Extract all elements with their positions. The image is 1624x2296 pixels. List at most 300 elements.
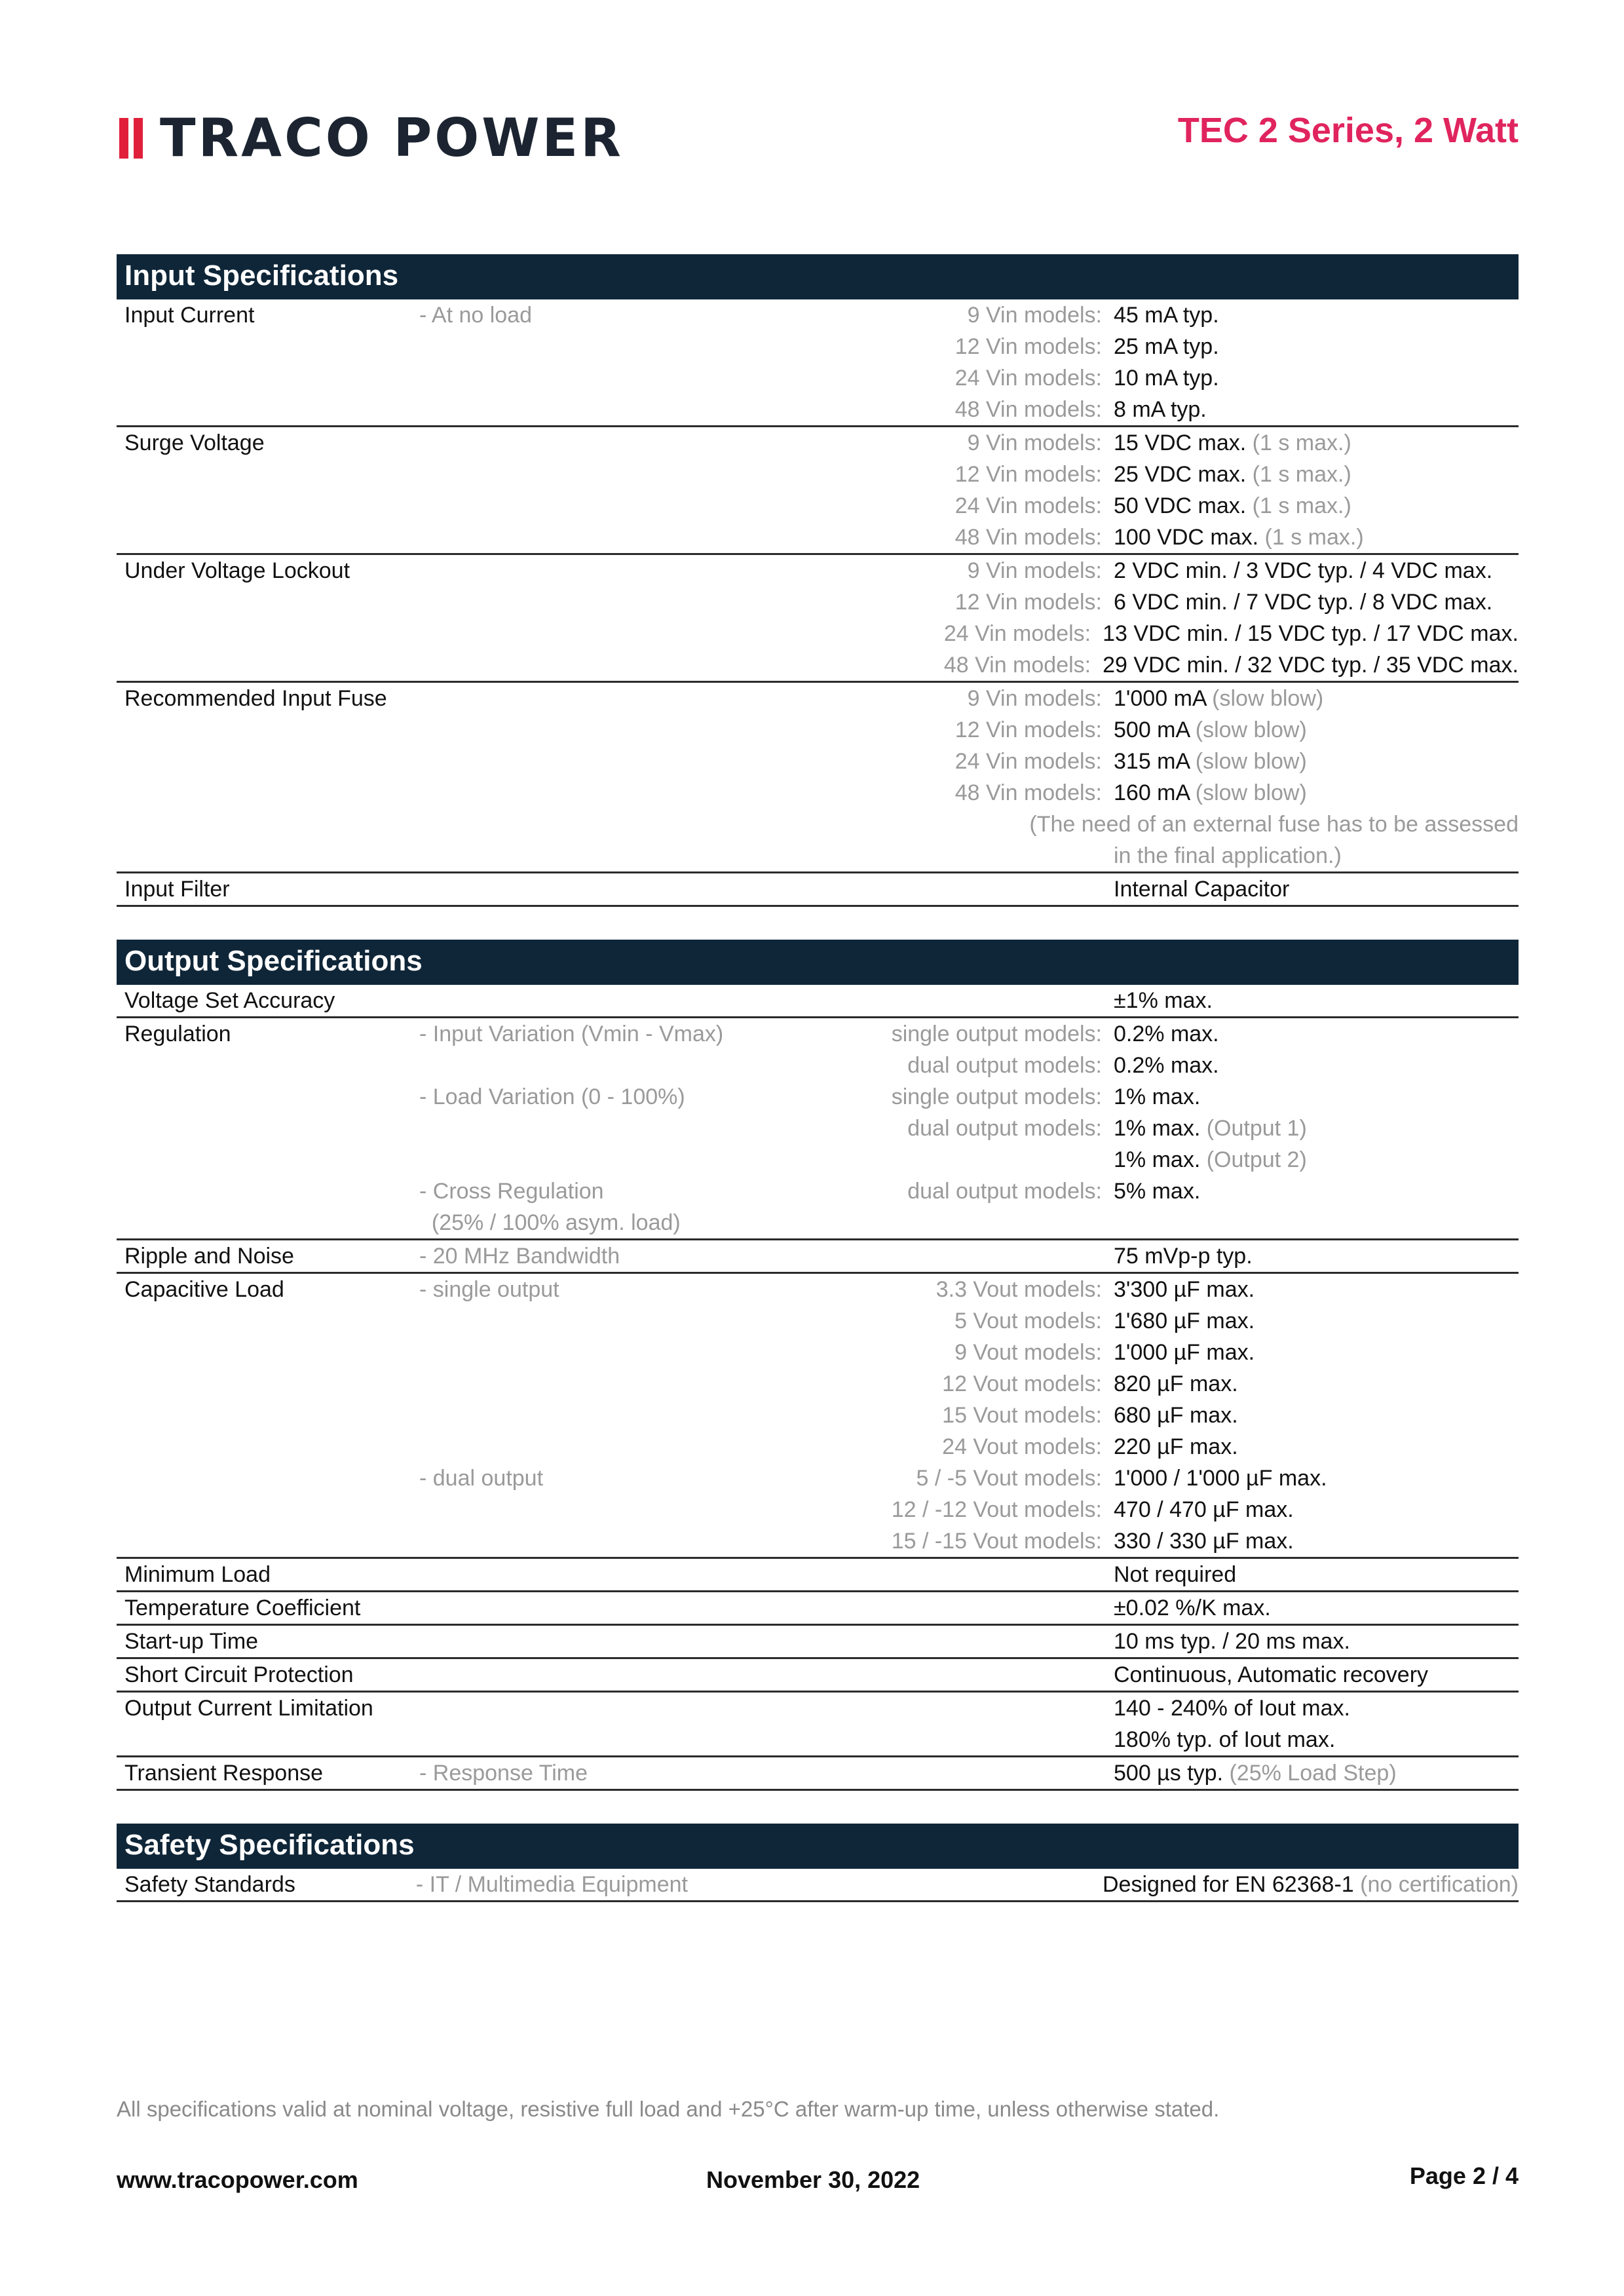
value-cell (1114, 1559, 1519, 1590)
condition (419, 1525, 773, 1557)
model-label: 24 Vout models: (942, 1434, 1102, 1459)
parameter-name (117, 1400, 419, 1431)
condition (419, 362, 773, 394)
value-cell (1103, 618, 1519, 649)
parameter-name: Capacitive Load (124, 1277, 284, 1302)
spec-value: Not required (1114, 1562, 1237, 1587)
spec-note: (25% Load Step) (1229, 1761, 1397, 1786)
condition (419, 746, 773, 777)
model-label (773, 1659, 1114, 1691)
spec-row (117, 985, 1519, 1018)
model-label: single output models: (891, 1022, 1102, 1046)
parameter-name (117, 777, 419, 809)
value-cell (1103, 649, 1519, 681)
brand-name: TRACO POWER (160, 107, 624, 168)
model-label (773, 1626, 1114, 1657)
condition: - At no load (419, 303, 533, 328)
value-cell (1114, 777, 1519, 809)
spec-value: 25 mA typ. (1114, 334, 1219, 359)
spec-line (117, 1144, 1519, 1176)
spec-line (117, 586, 1519, 618)
spec-line (117, 1113, 1519, 1144)
spec-value: 500 µs typ. (1114, 1761, 1224, 1786)
spec-line (117, 746, 1519, 777)
model-label: 24 Vin models: (954, 366, 1102, 391)
spec-value: 180% typ. of Iout max. (1114, 1727, 1336, 1752)
spec-line (117, 1368, 1519, 1400)
model-label: 9 Vin models: (967, 558, 1102, 583)
model-label: single output models: (891, 1084, 1102, 1109)
parameter-name (117, 522, 419, 553)
condition (419, 1659, 773, 1691)
parameter-name: Recommended Input Fuse (124, 686, 387, 711)
value-cell (1114, 555, 1519, 586)
spec-line (117, 1240, 1519, 1272)
parameter-name: Transient Response (124, 1761, 324, 1786)
value-cell (1114, 1659, 1519, 1691)
spec-line (117, 394, 1519, 425)
spec-value: 3'300 µF max. (1114, 1277, 1255, 1302)
value-cell (1114, 1240, 1519, 1272)
model-label (773, 1757, 1114, 1789)
value-cell (1114, 1693, 1519, 1724)
spec-row (117, 1592, 1519, 1626)
spec-line (117, 809, 1519, 840)
spec-line (117, 1050, 1519, 1081)
parameter-name (117, 1081, 419, 1113)
condition (419, 1724, 773, 1755)
series-title: TEC 2 Series, 2 Watt (1177, 111, 1519, 150)
value-cell (1114, 1724, 1519, 1755)
value-cell (1114, 746, 1519, 777)
condition (419, 1368, 773, 1400)
spec-value: 0.2% max. (1114, 1022, 1219, 1046)
parameter-name (117, 1494, 419, 1525)
condition (416, 649, 766, 681)
parameter-name (117, 840, 419, 871)
document-date: November 30, 2022 (706, 2166, 920, 2193)
condition: - Input Variation (Vmin - Vmax) (419, 1022, 724, 1046)
parameter-name (117, 1050, 419, 1081)
spec-row (117, 683, 1519, 873)
model-label: dual output models: (907, 1116, 1102, 1141)
spec-note: (Output 2) (1206, 1147, 1307, 1172)
condition (419, 683, 773, 714)
spec-line (117, 649, 1519, 681)
spec-value: 10 ms typ. / 20 ms max. (1114, 1629, 1350, 1654)
value-cell (1114, 1626, 1519, 1657)
condition (419, 1305, 773, 1337)
model-label: 12 Vin models: (954, 718, 1102, 742)
spec-value: 25 VDC max. (1114, 462, 1247, 487)
condition (419, 490, 773, 522)
footnote: All specifications valid at nominal voltage, resistive full load and +25°C after warm-up time, unless otherwise stated. (117, 2097, 1220, 2121)
model-label (717, 809, 1030, 840)
value-cell (1114, 1494, 1519, 1525)
spec-line (117, 1337, 1519, 1368)
model-label: 15 / -15 Vout models: (891, 1529, 1102, 1554)
brand-logo[interactable] (119, 107, 624, 168)
model-label (773, 873, 1114, 905)
spec-value: 0.2% max. (1114, 1053, 1219, 1078)
value-cell (1114, 1400, 1519, 1431)
value-cell (1114, 1050, 1519, 1081)
parameter-name (117, 746, 419, 777)
parameter-name (117, 1463, 419, 1494)
spec-line (117, 618, 1519, 649)
condition (419, 459, 773, 490)
value-cell (1114, 1176, 1519, 1207)
condition (419, 1400, 773, 1431)
model-label (773, 1144, 1114, 1176)
spec-row (117, 1626, 1519, 1659)
spec-note: (slow blow) (1195, 780, 1307, 805)
spec-line (117, 1176, 1519, 1207)
parameter-name: Start-up Time (124, 1629, 259, 1654)
spec-line (117, 1305, 1519, 1337)
parameter-name (117, 586, 419, 618)
spec-line (117, 1431, 1519, 1463)
parameter-name: Regulation (124, 1022, 231, 1046)
condition: - IT / Multimedia Equipment (415, 1872, 688, 1897)
spec-line (117, 362, 1519, 394)
spec-line (117, 1757, 1519, 1789)
parameter-name: Input Current (124, 303, 255, 328)
spec-line (117, 1693, 1519, 1724)
value-cell (1114, 1113, 1519, 1144)
spec-value: 500 mA (1114, 718, 1190, 742)
spec-value: 5% max. (1114, 1179, 1201, 1204)
spec-line (117, 427, 1519, 459)
parameter-name (117, 809, 394, 840)
spec-row (117, 1240, 1519, 1274)
page-header (117, 105, 1519, 170)
condition (419, 1144, 773, 1176)
spec-line (117, 490, 1519, 522)
spec-row (117, 1757, 1519, 1791)
spec-line (117, 840, 1519, 871)
spec-value: ±1% max. (1114, 988, 1213, 1013)
value-cell (1114, 683, 1519, 714)
spec-value: 100 VDC max. (1114, 525, 1259, 550)
spec-row (117, 1869, 1519, 1902)
condition (419, 840, 773, 871)
value-cell (1114, 1081, 1519, 1113)
condition (419, 555, 773, 586)
spec-line (117, 299, 1519, 331)
value-cell (1114, 1368, 1519, 1400)
condition (419, 1337, 773, 1368)
page-number: Page 2 / 4 (1409, 2162, 1519, 2189)
spec-line (117, 522, 1519, 553)
model-label: 24 Vin models: (954, 749, 1102, 774)
spec-value: 680 µF max. (1114, 1403, 1238, 1428)
spec-note: (1 s max.) (1264, 525, 1364, 550)
model-label: 48 Vin models: (954, 780, 1102, 805)
page-footer (117, 2162, 1519, 2195)
spec-section (117, 1824, 1519, 1902)
value-cell (1114, 1305, 1519, 1337)
spec-value: 1% max. (1114, 1147, 1201, 1172)
parameter-name (117, 1337, 419, 1368)
value-cell (1114, 522, 1519, 553)
condition (419, 586, 773, 618)
value-cell (1114, 394, 1519, 425)
spec-note: (Output 1) (1206, 1116, 1307, 1141)
spec-row (117, 555, 1519, 683)
spec-row (117, 1274, 1519, 1559)
spec-value: 29 VDC min. / 32 VDC typ. / 35 VDC max. (1103, 653, 1519, 678)
parameter-name (117, 1368, 419, 1400)
spec-note: in the final application.) (1114, 843, 1342, 868)
model-label: 12 Vin models: (954, 462, 1102, 487)
spec-value: 1'680 µF max. (1114, 1309, 1255, 1333)
spec-line (117, 1626, 1519, 1657)
spec-section (117, 254, 1519, 907)
model-label: 15 Vout models: (942, 1403, 1102, 1428)
condition (419, 1559, 773, 1590)
value-cell (1114, 1337, 1519, 1368)
model-label: 9 Vin models: (967, 686, 1102, 711)
value-cell (1114, 1431, 1519, 1463)
spec-sheet (117, 254, 1519, 1935)
parameter-name (117, 1176, 419, 1207)
condition (419, 427, 773, 459)
spec-note: (slow blow) (1212, 686, 1324, 711)
parameter-name: Output Current Limitation (124, 1696, 373, 1721)
parameter-name (117, 714, 419, 746)
parameter-name: Ripple and Noise (124, 1244, 294, 1269)
condition (419, 873, 773, 905)
spec-line (117, 985, 1519, 1016)
value-cell (1114, 331, 1519, 362)
section-title: Safety Specifications (117, 1824, 1519, 1869)
model-label: 12 Vout models: (942, 1371, 1102, 1396)
value-cell (1114, 1144, 1519, 1176)
spec-value: 330 / 330 µF max. (1114, 1529, 1294, 1554)
spec-line (117, 1724, 1519, 1755)
spec-value: 1% max. (1114, 1084, 1201, 1109)
model-label: 48 Vin models: (954, 525, 1102, 550)
spec-line (117, 714, 1519, 746)
spec-value: 13 VDC min. / 15 VDC typ. / 17 VDC max. (1103, 621, 1519, 646)
spec-value: 75 mVp-p typ. (1114, 1244, 1253, 1269)
condition (419, 1431, 773, 1463)
condition (394, 809, 717, 840)
spec-value: Continuous, Automatic recovery (1114, 1662, 1429, 1687)
model-label (773, 1724, 1114, 1755)
condition (419, 985, 773, 1016)
spec-line (117, 1274, 1519, 1305)
value-cell (1029, 809, 1519, 840)
parameter-name: Input Filter (124, 877, 230, 902)
spec-line (117, 1559, 1519, 1590)
spec-row (117, 299, 1519, 427)
parameter-name: Under Voltage Lockout (124, 558, 350, 583)
parameter-name (117, 649, 416, 681)
value-cell (1114, 586, 1519, 618)
model-label: 24 Vin models: (954, 493, 1102, 518)
condition: - dual output (419, 1466, 544, 1491)
spec-line (117, 555, 1519, 586)
value-cell (1114, 362, 1519, 394)
value-cell (1114, 873, 1519, 905)
parameter-name (117, 459, 419, 490)
value-cell (1114, 490, 1519, 522)
website-link[interactable]: www.tracopower.com (117, 2166, 358, 2193)
condition (419, 1050, 773, 1081)
spec-value: 15 VDC max. (1114, 430, 1247, 455)
spec-value: 10 mA typ. (1114, 366, 1219, 391)
parameter-name: Surge Voltage (124, 430, 265, 455)
value-cell (1114, 459, 1519, 490)
value-cell (1114, 714, 1519, 746)
model-label: 9 Vin models: (967, 303, 1102, 328)
condition (416, 618, 766, 649)
spec-value: 1'000 / 1'000 µF max. (1114, 1466, 1327, 1491)
model-label: 3.3 Vout models: (935, 1277, 1102, 1302)
parameter-name: Temperature Coefficient (124, 1596, 361, 1620)
parameter-name (117, 1724, 419, 1755)
parameter-name: Short Circuit Protection (124, 1662, 354, 1687)
model-label: 12 Vin models: (954, 590, 1102, 615)
condition (419, 1113, 773, 1144)
model-label (773, 1693, 1114, 1724)
spec-line (117, 1018, 1519, 1050)
condition: - single output (419, 1277, 559, 1302)
parameter-name (117, 1431, 419, 1463)
spec-note: (1 s max.) (1252, 462, 1351, 487)
model-label: 9 Vin models: (967, 430, 1102, 455)
model-label: 12 / -12 Vout models: (891, 1497, 1102, 1522)
spec-value: 1'000 mA (1114, 686, 1206, 711)
spec-line (117, 873, 1519, 905)
model-label: dual output models: (907, 1179, 1102, 1204)
condition: - Cross Regulation (419, 1179, 604, 1204)
spec-value: 8 mA typ. (1114, 397, 1207, 422)
spec-note: (no certification) (1360, 1872, 1519, 1897)
spec-section (117, 940, 1519, 1791)
spec-value: 2 VDC min. / 3 VDC typ. / 4 VDC max. (1114, 558, 1493, 583)
logo-mark-icon (119, 118, 143, 159)
model-label (773, 840, 1114, 871)
model-label: 12 Vin models: (954, 334, 1102, 359)
spec-value: Internal Capacitor (1114, 877, 1290, 902)
condition: - Response Time (419, 1761, 588, 1786)
spec-value: 6 VDC min. / 7 VDC typ. / 8 VDC max. (1114, 590, 1493, 615)
spec-line (117, 1400, 1519, 1431)
value-cell (1114, 1757, 1519, 1789)
spec-line (117, 1592, 1519, 1624)
condition (419, 777, 773, 809)
spec-row (117, 427, 1519, 555)
spec-value: 315 mA (1114, 749, 1190, 774)
model-label (773, 1592, 1114, 1624)
model-label: dual output models: (907, 1053, 1102, 1078)
spec-line (117, 331, 1519, 362)
model-label: 48 Vin models: (954, 397, 1102, 422)
model-label (773, 1240, 1114, 1272)
value-cell (1114, 1018, 1519, 1050)
value-cell (1114, 840, 1519, 871)
spec-line (117, 1525, 1519, 1557)
spec-note: (slow blow) (1195, 718, 1307, 742)
spec-row (117, 1018, 1519, 1240)
model-label (773, 985, 1114, 1016)
spec-line (117, 1081, 1519, 1113)
value-cell (1114, 1592, 1519, 1624)
spec-row (117, 1659, 1519, 1693)
parameter-name: Voltage Set Accuracy (124, 988, 335, 1013)
condition: (25% / 100% asym. load) (419, 1210, 681, 1235)
spec-note: (slow blow) (1195, 749, 1307, 774)
spec-note: (The need of an external fuse has to be assessed (1029, 812, 1519, 837)
value-cell (1114, 1274, 1519, 1305)
spec-value: 470 / 470 µF max. (1114, 1497, 1294, 1522)
spec-line (117, 1494, 1519, 1525)
spec-row (117, 1693, 1519, 1757)
model-label: 24 Vin models: (943, 621, 1091, 646)
spec-note: (1 s max.) (1252, 493, 1351, 518)
spec-value: 50 VDC max. (1114, 493, 1247, 518)
condition (419, 1693, 773, 1724)
condition (419, 394, 773, 425)
condition: - 20 MHz Bandwidth (419, 1244, 620, 1269)
spec-line (117, 683, 1519, 714)
spec-line (117, 459, 1519, 490)
parameter-name: Safety Standards (124, 1872, 295, 1897)
model-label (773, 1559, 1114, 1590)
spec-line (117, 1463, 1519, 1494)
parameter-name (117, 394, 419, 425)
model-label (773, 1207, 1114, 1238)
spec-value: 1% max. (1114, 1116, 1201, 1141)
model-label: 5 / -5 Vout models: (916, 1466, 1102, 1491)
spec-line (117, 777, 1519, 809)
parameter-name (117, 1113, 419, 1144)
condition (419, 714, 773, 746)
value-cell (1114, 1525, 1519, 1557)
value-cell (1114, 299, 1519, 331)
spec-row (117, 1559, 1519, 1592)
value-cell (1114, 985, 1519, 1016)
spec-row (117, 873, 1519, 907)
parameter-name (117, 362, 419, 394)
parameter-name (117, 490, 419, 522)
parameter-name: Minimum Load (124, 1562, 271, 1587)
model-label: 5 Vout models: (954, 1309, 1102, 1333)
spec-line (117, 1869, 1519, 1900)
spec-line (117, 1207, 1519, 1238)
parameter-name (117, 618, 416, 649)
spec-value: 45 mA typ. (1114, 303, 1219, 328)
parameter-name (117, 1525, 419, 1557)
value-cell (1103, 1869, 1519, 1900)
value-cell (1114, 1463, 1519, 1494)
condition (419, 522, 773, 553)
spec-line (117, 1659, 1519, 1691)
spec-value: Designed for EN 62368-1 (1103, 1872, 1354, 1897)
model-label: 48 Vin models: (943, 653, 1091, 678)
model-label (766, 1869, 1103, 1900)
spec-value: ±0.02 %/K max. (1114, 1596, 1271, 1620)
section-title: Input Specifications (117, 254, 1519, 299)
spec-value: 160 mA (1114, 780, 1190, 805)
value-cell (1114, 427, 1519, 459)
value-cell (1114, 1207, 1519, 1238)
condition (419, 1592, 773, 1624)
spec-value: 140 - 240% of Iout max. (1114, 1696, 1350, 1721)
